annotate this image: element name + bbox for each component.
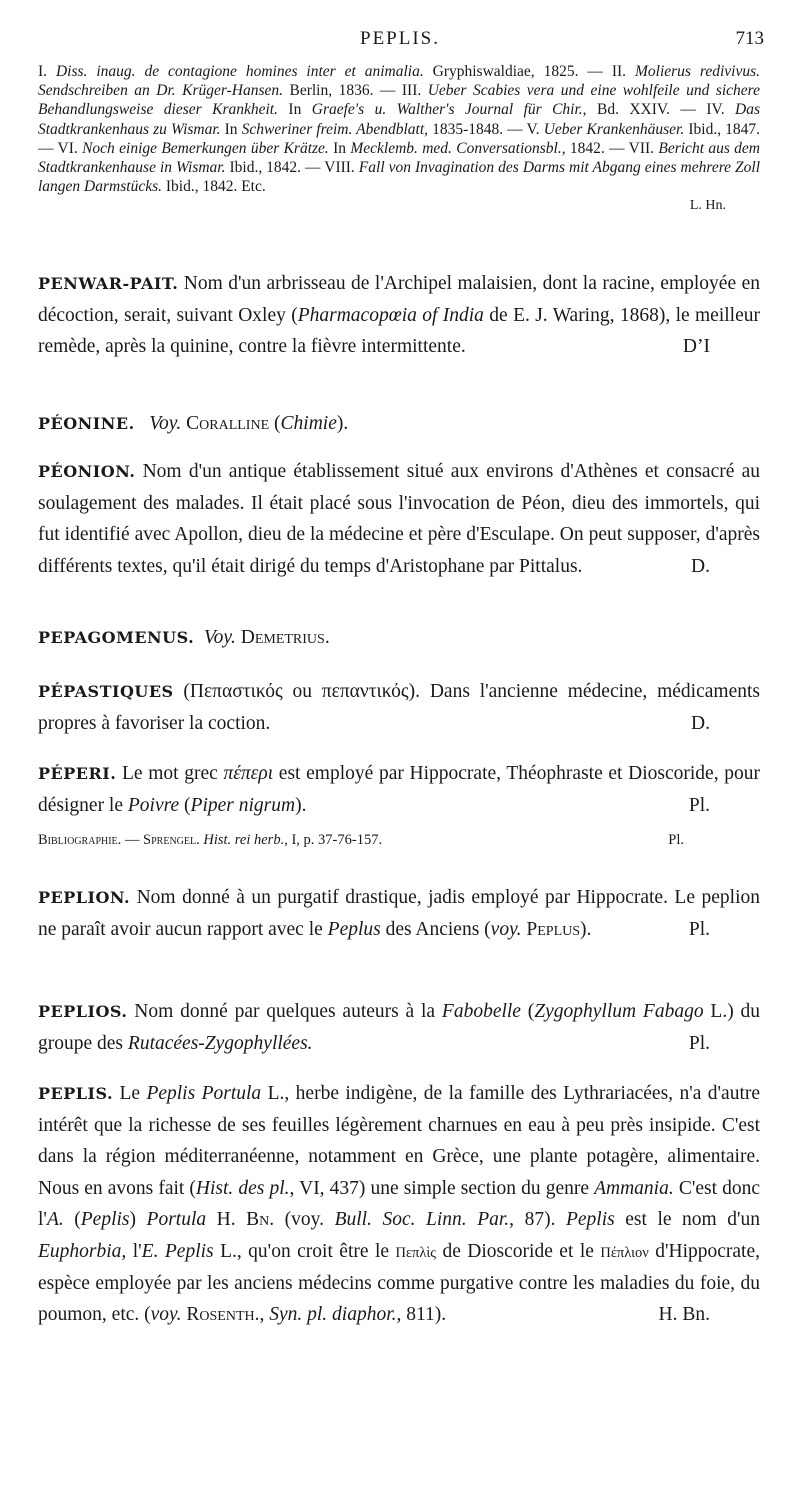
- bibliography-signature: L. Hn.: [689, 198, 726, 214]
- author-signature: D.: [691, 555, 710, 577]
- page-header: [0, 28, 800, 58]
- author-signature: D’I: [682, 336, 710, 358]
- entry-penwar-pait: PENWAR-PAIT. Nom d'un arbrisseau de l'Archipel malaisien, dont la racine, employée en décoction, serait, suivant Oxley (Pharmacopœia of India de E. J. Waring, 1868), le meilleur remède, après la quinine, contre la fièvre intermittente. D’I: [38, 268, 760, 363]
- cross-reference: Demetrius.: [240, 627, 330, 648]
- greek-term: Πέπλιον: [600, 1244, 649, 1261]
- entry-peplis: PEPLIS. Le Peplis Portula L., herbe indigène, de la famille des Lythrariacées, n'a d'autre intérêt que la richesse de ses feuilles légèrement charnues en eau à peu près insipide. C'est dans la région méditerranéenne, notamment en Grèce, une plante potagère, alimentaire. Nous en avons fait (Hist. des pl., VI, 437) une simple section du genre Ammania. C'est donc l'A. (Peplis) Portula H. Bn. (voy. Bull. Soc. Linn. Par., 87). Peplis est le nom d'un Euphorbia, l'E. Peplis L., qu'on croit être le Πεπλὶς de Dioscoride et le Πέπλιον d'Hippocrate, espèce employée par les anciens médecins comme purgative contre les maladies du foie, du poumon, etc. (voy. Rosenth., Syn. pl. diaphor., 811). H. Bn.: [38, 1078, 760, 1331]
- entry-peplion: PEPLION. Nom donné à un purgatif drastique, jadis employé par Hippocrate. Le peplion ne paraît avoir aucun rapport avec le Peplus des Anciens (voy. Peplus). Pl.: [38, 882, 760, 945]
- greek-term: Πεπλὶς: [395, 1244, 437, 1261]
- author-signature: H. Bn.: [658, 1304, 710, 1326]
- headword: PEPLION.: [38, 888, 131, 907]
- cross-reference: Coralline: [186, 413, 270, 434]
- peperi-bibliography: Bibliographie. — Sprengel. Hist. rei herb., I, p. 37-76-157. Pl.: [38, 832, 684, 848]
- bibliography-text: I. Diss. inaug. de contagione homines inter et animalia. Gryphiswaldiae, 1825. — II. Molierus redivivus. Sendschreiben an Dr. Krüger-Hansen. Berlin, 1836. — III. Ueber Scabies vera und eine wohlfeile und sichere Behandlungsweise dieser Krankheit. In Graefe's u. Walther's Journal für Chir., Bd. XXIV. — IV. Das Stadtkrankenhaus zu Wismar. In Schweriner freim. Abendblatt, 1835-1848. — V. Ueber Krankenhäuser. Ibid., 1847. — VI. Noch einige Bemerkungen über Krätze. In Mecklemb. med. Conversationsbl., 1842. — VII. Bericht aus dem Stadtkrankenhause in Wismar. Ibid., 1842. — VIII. Fall von Invagination des Darms mit Abgang eines mehrere Zoll langen Darmstücks. Ibid., 1842. Etc.: [38, 63, 761, 196]
- cross-reference: Peplus: [526, 918, 581, 940]
- greek-terms: (Πεπαστικός ou πεπαντικός).: [173, 681, 421, 702]
- headword: PÉONION.: [38, 462, 136, 481]
- author-signature: Pl.: [668, 832, 684, 848]
- headword: PÉONINE.: [38, 414, 135, 433]
- headword: PÉPERI.: [38, 764, 117, 783]
- running-title: PEPLIS.: [360, 28, 440, 49]
- entry-peonion: PÉONION. Nom d'un antique établissement situé aux environs d'Athènes et consacré au soulagement des malades. Il était placé sous l'invocation de Péon, dieu des immortels, qui fut identifié avec Apollon, dieu de la médecine et père d'Esculape. On peut supposer, d'après différents textes, qu'il était dirigé du temps d'Aristophane par Pittalus. D.: [38, 456, 760, 582]
- entry-peonine: PÉONINE. Voy. Coralline (Chimie).: [38, 413, 349, 434]
- author-signature: Pl.: [688, 1032, 710, 1054]
- headword: PÉPASTIQUES: [38, 682, 174, 701]
- entry-pepastiques: PÉPASTIQUES (Πεπαστικός ou πεπαντικός). Dans l'ancienne médecine, médicaments propres à favoriser la coction. D.: [38, 676, 760, 739]
- author-signature: Pl.: [688, 918, 710, 940]
- headword: PEPAGOMENUS.: [38, 628, 195, 647]
- greek-term: πέπερι: [223, 763, 274, 784]
- headword: PEPLIOS.: [38, 1002, 128, 1021]
- entry-pepagomenus: PEPAGOMENUS. Voy. Demetrius.: [38, 627, 330, 648]
- headword: PENWAR-PAIT.: [38, 274, 179, 293]
- entry-peperi: PÉPERI. Le mot grec πέπερι est employé par Hippocrate, Théophraste et Dioscoride, pour désigner le Poivre (Piper nigrum). Pl.: [38, 758, 760, 821]
- bibliography-block: [38, 62, 760, 216]
- headword: PEPLIS.: [38, 1084, 114, 1103]
- page-number: 713: [735, 28, 764, 49]
- author-signature: Pl.: [688, 794, 710, 816]
- author-signature: D.: [691, 712, 710, 734]
- entry-peplios: PEPLIOS. Nom donné par quelques auteurs à la Fabobelle (Zygophyllum Fabago L.) du groupe des Rutacées-Zygophyllées. Pl.: [38, 996, 760, 1059]
